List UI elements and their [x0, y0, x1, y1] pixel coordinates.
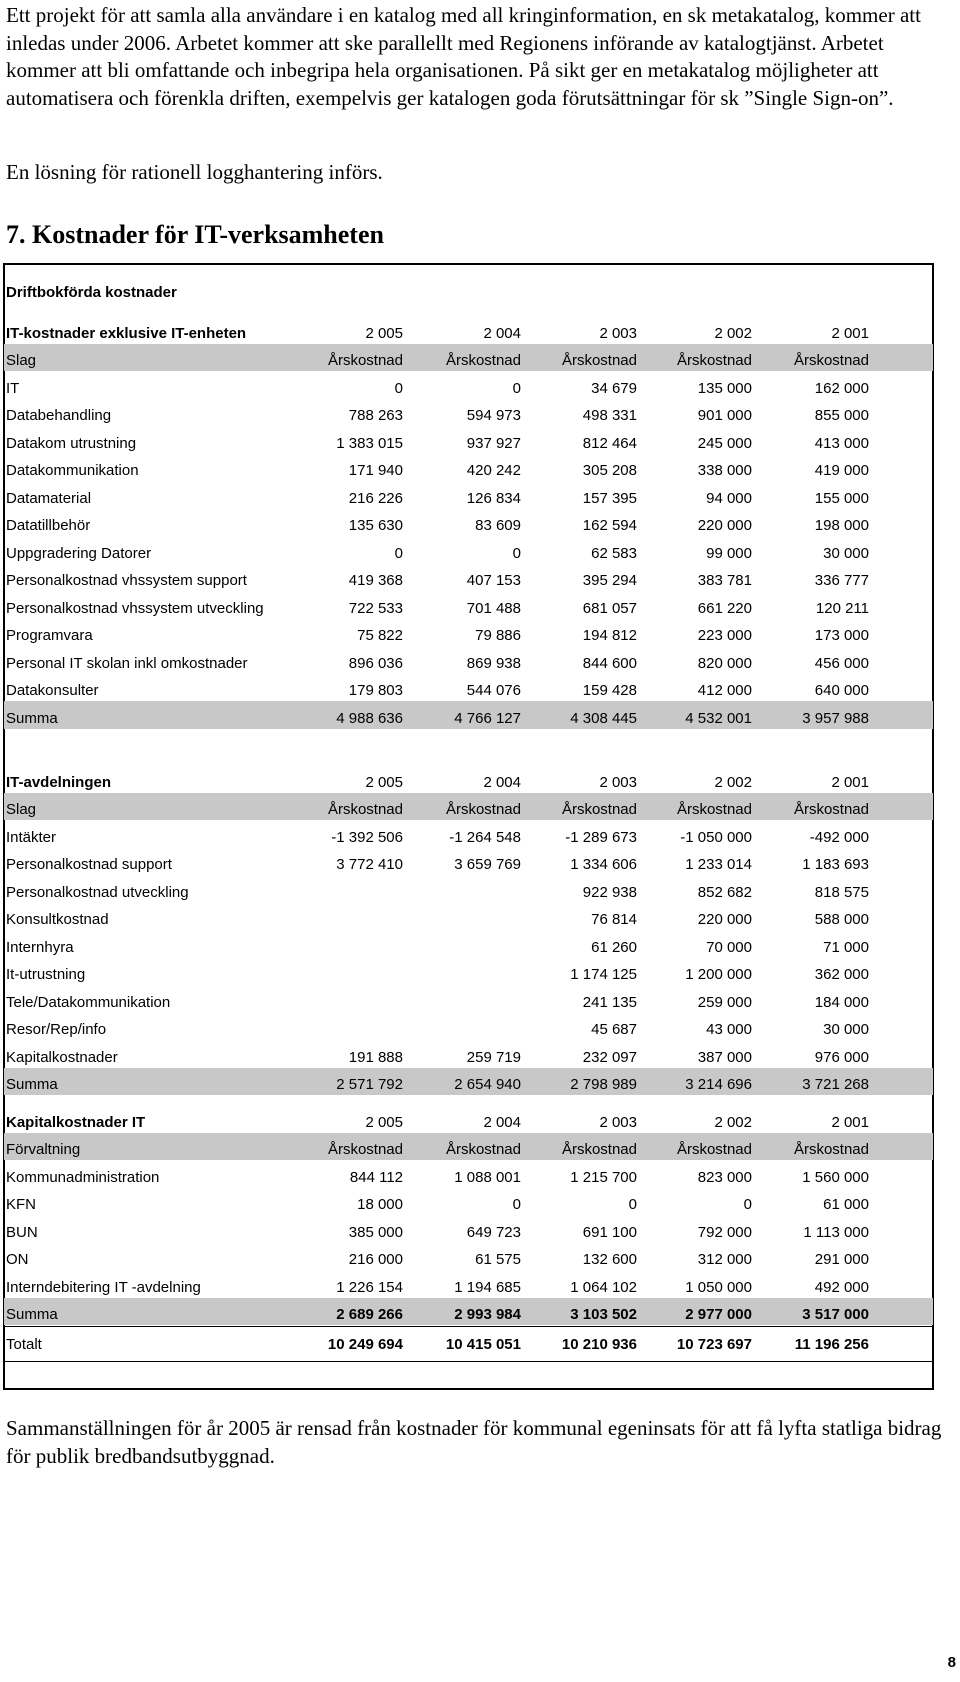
- row-label: Interndebitering IT -avdelning: [6, 1278, 201, 1296]
- summa-row: [4, 1068, 933, 1096]
- row-value: 0: [628, 1196, 637, 1213]
- table-row: [4, 426, 933, 454]
- row-label: Programvara: [6, 627, 93, 644]
- table-row: [4, 903, 933, 931]
- row-value: 1 233 014: [685, 856, 752, 873]
- table-row: [4, 619, 933, 647]
- row-value: -492 000: [809, 828, 869, 846]
- row-label: Datatillbehör: [6, 517, 91, 534]
- row-value: 896 036: [348, 654, 403, 672]
- row-value: 76 814: [591, 911, 637, 928]
- row-value: 62 583: [591, 544, 637, 562]
- row-label: IT: [6, 379, 20, 397]
- row-value: 70 000: [706, 938, 752, 956]
- row-value: 338 000: [697, 462, 752, 479]
- section-heading: 7. Kostnader för IT-verksamheten: [6, 220, 384, 249]
- table-title: Kapitalkostnader IT: [6, 1113, 146, 1131]
- row-value: 61 000: [823, 1196, 869, 1213]
- row-value: 259 000: [697, 993, 752, 1011]
- year-header: 2 002: [714, 324, 752, 342]
- row-value: 30 000: [823, 1021, 869, 1038]
- row-value: 336 777: [814, 572, 869, 589]
- year-header: 2 002: [714, 1113, 752, 1131]
- row-label: Tele/Datakommunikation: [6, 993, 171, 1011]
- slag-row: [4, 1133, 933, 1161]
- slag-label: Slag: [6, 352, 37, 369]
- row-value: 588 000: [814, 911, 869, 928]
- row-value: 820 000: [697, 654, 752, 672]
- row-value: 419 000: [814, 462, 869, 479]
- table-header-row: [4, 1105, 933, 1133]
- row-label: It-utrustning: [6, 966, 86, 983]
- table-row: [4, 481, 933, 509]
- table-row: [4, 958, 933, 986]
- table-row: [4, 646, 933, 674]
- summa-value: 2 654 940: [454, 1076, 521, 1093]
- totalt-row: [4, 1326, 933, 1362]
- row-value: 413 000: [814, 434, 869, 452]
- row-value: 1 183 693: [802, 856, 869, 873]
- row-label: Datakommunikation: [6, 462, 139, 479]
- row-value: 387 000: [697, 1048, 752, 1066]
- table-rows: [4, 371, 933, 701]
- row-value: 1 560 000: [802, 1168, 869, 1186]
- row-label: ON: [6, 1251, 29, 1268]
- year-header: 2 001: [831, 773, 869, 791]
- row-value: 30 000: [823, 544, 869, 562]
- table-row: [4, 591, 933, 619]
- table-row: [4, 820, 933, 848]
- row-value: 722 533: [348, 599, 403, 617]
- row-value: -1 392 506: [331, 828, 403, 846]
- totalt-value: 10 415 051: [445, 1336, 521, 1353]
- summa-value: 3 214 696: [685, 1076, 752, 1093]
- row-label: BUN: [6, 1223, 38, 1241]
- slag-value: Årskostnad: [793, 1141, 869, 1158]
- row-label: Uppgradering Datorer: [6, 544, 152, 562]
- row-label: KFN: [6, 1196, 36, 1213]
- row-value: 184 000: [814, 993, 869, 1011]
- row-value: 681 057: [582, 599, 637, 617]
- table-rows: [4, 820, 933, 1068]
- row-value: 0: [394, 544, 403, 562]
- slag-value: Årskostnad: [676, 1141, 752, 1158]
- row-value: 407 153: [466, 572, 521, 589]
- row-value: 0: [743, 1196, 752, 1213]
- row-value: 594 973: [466, 407, 521, 424]
- row-value: -1 050 000: [680, 828, 752, 846]
- row-value: 823 000: [697, 1168, 752, 1186]
- year-header: 2 003: [599, 324, 637, 342]
- row-value: 45 687: [591, 1021, 637, 1038]
- row-value: -1 264 548: [449, 828, 521, 846]
- row-label: Datakom utrustning: [6, 434, 137, 452]
- summa-label: Summa: [6, 1076, 58, 1093]
- summa-value: 2 993 984: [454, 1306, 521, 1323]
- row-value: 498 331: [582, 407, 637, 424]
- table-row: [4, 1243, 933, 1271]
- row-value: 1 215 700: [570, 1168, 637, 1186]
- row-value: 1 064 102: [570, 1278, 637, 1296]
- summa-label: Summa: [6, 709, 58, 727]
- row-value: 259 719: [466, 1048, 521, 1066]
- row-value: 1 113 000: [803, 1223, 869, 1241]
- row-value: 194 812: [582, 627, 637, 644]
- row-value: 1 174 125: [570, 966, 637, 983]
- slag-value: Årskostnad: [327, 1141, 403, 1158]
- slag-value: Årskostnad: [445, 801, 521, 818]
- table-row: [4, 1040, 933, 1068]
- summa-value: 2 571 792: [336, 1076, 403, 1093]
- slag-value: Årskostnad: [676, 801, 752, 818]
- table-row: [4, 1215, 933, 1243]
- row-value: 844 112: [349, 1168, 403, 1186]
- row-label: Kapitalkostnader: [6, 1048, 118, 1066]
- row-value: 75 822: [357, 627, 403, 644]
- slag-row: [4, 793, 933, 821]
- slag-value: Årskostnad: [561, 801, 637, 818]
- row-value: 159 428: [582, 682, 637, 699]
- row-value: 701 488: [466, 599, 521, 617]
- row-value: 385 000: [348, 1223, 403, 1241]
- totalt-value: 10 249 694: [327, 1336, 403, 1353]
- year-header: 2 005: [365, 1113, 403, 1131]
- slag-label: Slag: [6, 801, 37, 818]
- row-value: 312 000: [697, 1251, 752, 1268]
- year-header: 2 005: [365, 324, 403, 342]
- slag-value: Årskostnad: [793, 801, 869, 818]
- row-value: 155 000: [814, 489, 869, 507]
- table-row: [4, 848, 933, 876]
- year-header: 2 005: [365, 773, 403, 791]
- row-value: 691 100: [582, 1223, 637, 1241]
- slag-value: Årskostnad: [676, 352, 752, 369]
- cost-table-it-excl: [4, 316, 933, 729]
- row-value: 43 000: [706, 1021, 752, 1038]
- row-value: 3 772 410: [336, 856, 403, 873]
- table-row: [4, 536, 933, 564]
- row-label: Internhyra: [6, 938, 74, 956]
- summa-value: 3 517 000: [802, 1306, 869, 1323]
- totalt-value: 10 210 936: [561, 1336, 637, 1353]
- table-row: [4, 1188, 933, 1216]
- summa-value: 2 798 989: [570, 1076, 637, 1093]
- row-label: Kommunadministration: [6, 1168, 160, 1186]
- row-value: 173 000: [814, 627, 869, 644]
- row-value: 812 464: [582, 434, 637, 452]
- row-value: 792 000: [697, 1223, 752, 1241]
- row-value: 412 000: [697, 682, 752, 699]
- table-row: [4, 564, 933, 592]
- table-row: [4, 1160, 933, 1188]
- row-value: 0: [394, 379, 403, 397]
- page-number: 8: [947, 1654, 956, 1671]
- row-value: 3 659 769: [454, 856, 521, 873]
- row-value: 395 294: [582, 572, 637, 589]
- year-header: 2 001: [831, 324, 869, 342]
- row-value: 788 263: [348, 407, 403, 424]
- cost-table-it-avdelningen: [4, 765, 933, 1095]
- summa-row: [4, 1298, 933, 1326]
- row-label: Resor/Rep/info: [6, 1021, 107, 1038]
- row-value: 901 000: [697, 407, 752, 424]
- row-label: Datakonsulter: [6, 682, 99, 699]
- row-label: Personalkostnad support: [6, 856, 172, 873]
- slag-value: Årskostnad: [561, 352, 637, 369]
- row-label: Datamaterial: [6, 489, 92, 507]
- slag-value: Årskostnad: [793, 352, 869, 369]
- year-header: 2 004: [483, 773, 521, 791]
- row-value: 0: [512, 1196, 521, 1213]
- table-row: [4, 985, 933, 1013]
- row-value: 305 208: [582, 462, 637, 479]
- row-value: 1 088 001: [454, 1168, 521, 1186]
- slag-row: [4, 344, 933, 372]
- row-value: 976 000: [814, 1048, 869, 1066]
- table-header-row: [4, 316, 933, 344]
- table-title: IT-kostnader exklusive IT-enheten: [6, 324, 247, 342]
- row-value: 291 000: [814, 1251, 869, 1268]
- summa-value: 4 532 001: [685, 709, 752, 727]
- row-value: 61 260: [591, 938, 637, 956]
- row-value: 1 383 015: [336, 434, 403, 452]
- slag-value: Årskostnad: [445, 1141, 521, 1158]
- summa-value: 2 977 000: [685, 1306, 752, 1323]
- summa-value: 2 689 266: [336, 1306, 403, 1323]
- summa-value: 3 957 988: [802, 709, 869, 727]
- row-value: 79 886: [475, 627, 521, 644]
- year-header: 2 003: [599, 773, 637, 791]
- row-value: 241 135: [582, 993, 637, 1011]
- totalt-label: Totalt: [6, 1336, 42, 1353]
- row-value: 1 050 000: [685, 1278, 752, 1296]
- row-value: 1 194 685: [454, 1278, 521, 1296]
- table-header-row: [4, 765, 933, 793]
- row-value: 99 000: [706, 544, 752, 562]
- table-row: [4, 875, 933, 903]
- row-value: 171 940: [348, 462, 403, 479]
- row-value: 162 000: [814, 379, 869, 397]
- summa-value: 4 766 127: [454, 709, 521, 727]
- table-title: IT-avdelningen: [6, 773, 112, 791]
- table-rows: [4, 1160, 933, 1298]
- row-value: 71 000: [823, 938, 869, 956]
- row-value: 649 723: [466, 1223, 521, 1241]
- row-value: 0: [512, 379, 521, 397]
- row-value: 852 682: [697, 883, 752, 901]
- slag-value: Årskostnad: [445, 352, 521, 369]
- row-value: 640 000: [814, 682, 869, 699]
- summa-value: 4 988 636: [336, 709, 403, 727]
- table-row: [4, 930, 933, 958]
- row-value: 0: [512, 544, 521, 562]
- summa-row: [4, 701, 933, 729]
- row-value: 18 000: [357, 1196, 403, 1213]
- row-value: 362 000: [814, 966, 869, 983]
- row-value: 191 888: [348, 1048, 403, 1066]
- row-value: 232 097: [582, 1048, 637, 1066]
- row-value: 1 226 154: [336, 1278, 403, 1296]
- year-header: 2 004: [483, 324, 521, 342]
- table-row: [4, 1013, 933, 1041]
- row-value: 922 938: [582, 883, 637, 901]
- row-value: 661 220: [697, 599, 752, 617]
- row-value: 135 630: [348, 517, 403, 534]
- table-row: [4, 399, 933, 427]
- slag-value: Årskostnad: [561, 1141, 637, 1158]
- cost-table-kapitalkostnader: [4, 1105, 933, 1325]
- totalt-value: 11 196 256: [794, 1336, 869, 1353]
- intro-paragraph: Ett projekt för att samla alla användare i en katalog med all kringinformation, en sk metakatalog, kommer att inledas under 2006. Arbetet kommer att ske parallellt med Regionens införande av katalogtjänst. Arbetet kommer att bli omfattande och inbegripa hela organisationen. På sikt ger en metakatalog möjligheter att automatisera och förenkla driften, exempelvis ger katalogen goda förutsättningar för sk ”Single Sign-on”.: [6, 3, 921, 110]
- summa-value: 4 308 445: [570, 709, 637, 727]
- row-value: 245 000: [697, 434, 752, 452]
- summa-label: Summa: [6, 1306, 58, 1323]
- row-label: Personal IT skolan inkl omkostnader: [6, 654, 248, 672]
- row-value: 420 242: [466, 462, 521, 479]
- year-header: 2 003: [599, 1113, 637, 1131]
- slag-value: Årskostnad: [327, 801, 403, 818]
- totalt-value: 10 723 697: [676, 1336, 752, 1353]
- row-value: 61 575: [475, 1251, 521, 1268]
- row-value: 1 334 606: [570, 856, 637, 873]
- row-value: 223 000: [697, 627, 752, 644]
- row-value: 157 395: [582, 489, 637, 507]
- row-label: Konsultkostnad: [6, 911, 109, 928]
- row-value: 220 000: [697, 911, 752, 928]
- row-value: 419 368: [348, 572, 403, 589]
- summary-paragraph: Sammanställningen för år 2005 är rensad från kostnader för kommunal egeninsats för att få lyfta statliga bidrag för publik bredbandsutbyggnad.: [6, 1416, 942, 1468]
- row-value: 83 609: [475, 517, 521, 534]
- row-value: 456 000: [814, 654, 869, 672]
- row-label: Personalkostnad vhssystem support: [6, 572, 247, 589]
- row-value: 135 000: [697, 379, 752, 397]
- row-value: 383 781: [697, 572, 752, 589]
- row-value: -1 289 673: [565, 828, 637, 846]
- table-row: [4, 454, 933, 482]
- row-value: 216 000: [348, 1251, 403, 1268]
- row-value: 162 594: [582, 517, 637, 534]
- row-value: 34 679: [591, 379, 637, 397]
- row-value: 844 600: [582, 654, 637, 672]
- row-value: 132 600: [582, 1251, 637, 1268]
- frame-title: Driftbokförda kostnader: [6, 284, 177, 301]
- row-value: 818 575: [814, 883, 869, 901]
- row-value: 179 803: [348, 682, 403, 699]
- row-value: 544 076: [466, 682, 521, 699]
- row-value: 1 200 000: [685, 966, 752, 983]
- row-value: 94 000: [706, 489, 752, 507]
- table-row: [4, 509, 933, 537]
- row-label: Personalkostnad utveckling: [6, 883, 189, 901]
- summa-value: 3 721 268: [802, 1076, 869, 1093]
- row-value: 937 927: [466, 434, 521, 452]
- year-header: 2 001: [831, 1113, 869, 1131]
- logging-sentence: En lösning för rationell logghantering införs.: [6, 160, 383, 184]
- row-label: Personalkostnad vhssystem utveckling: [6, 599, 264, 617]
- year-header: 2 002: [714, 773, 752, 791]
- summa-value: 3 103 502: [570, 1306, 637, 1323]
- row-value: 126 834: [466, 489, 521, 507]
- table-row: [4, 674, 933, 702]
- table-row: [4, 371, 933, 399]
- row-label: Databehandling: [6, 407, 112, 424]
- row-value: 220 000: [697, 517, 752, 534]
- slag-label: Förvaltning: [6, 1141, 81, 1158]
- table-row: [4, 1270, 933, 1298]
- row-value: 216 226: [348, 489, 403, 507]
- row-value: 198 000: [814, 517, 869, 534]
- slag-value: Årskostnad: [327, 352, 403, 369]
- year-header: 2 004: [483, 1113, 521, 1131]
- row-value: 492 000: [814, 1278, 869, 1296]
- row-value: 855 000: [814, 407, 869, 424]
- row-value: 120 211: [815, 599, 869, 617]
- row-label: Intäkter: [6, 828, 57, 846]
- row-value: 869 938: [466, 654, 521, 672]
